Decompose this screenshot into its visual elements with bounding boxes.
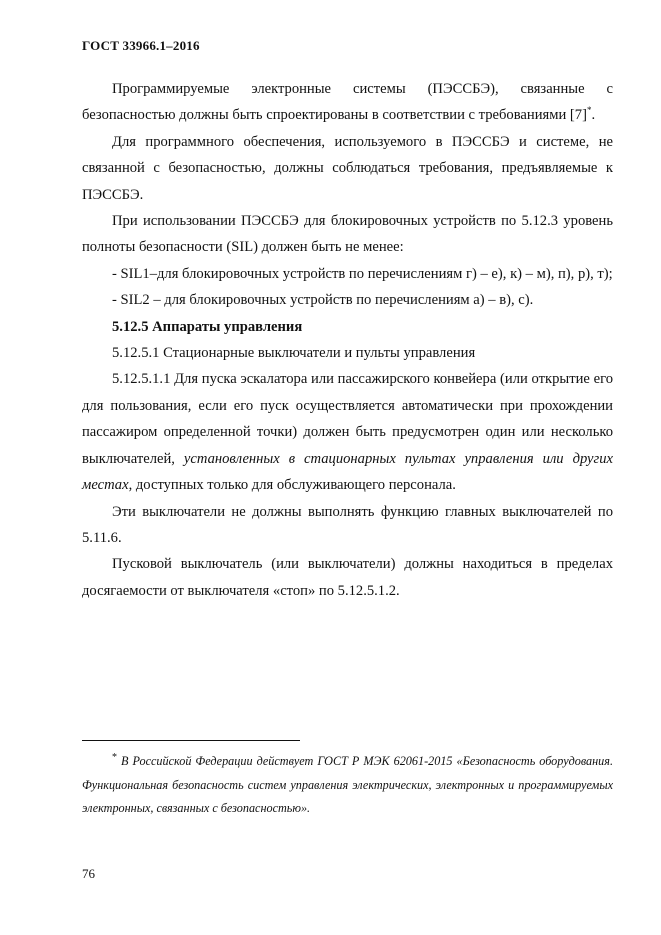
paragraph-pessbe-requirements bbox=[82, 76, 613, 129]
subsection-title: 5.12.5.1 Стационарные выключатели и пульты управления bbox=[112, 345, 476, 362]
paragraph-end: , доступных только для обслуживающего персонала. bbox=[128, 477, 456, 494]
page-number: 76 bbox=[82, 866, 95, 881]
footnote-reference[interactable]: * bbox=[586, 105, 592, 116]
paragraph-start-switch-reach: Пусковой выключатель (или выключатели) должны находиться в пределах досягаемости от выключателя «стоп» по 5.12.5.1.2. bbox=[82, 556, 613, 599]
paragraph-end: . bbox=[591, 107, 596, 124]
footnote-divider bbox=[82, 740, 300, 741]
paragraph-italic-text: установленных в стационарных пультах управления или других местах bbox=[82, 450, 613, 494]
paragraph-main-switches: Эти выключатели не должны выполнять функцию главных выключателей по 5.11.6. bbox=[82, 503, 613, 546]
list-item-sil1: - SIL1–для блокировочных устройств по перечислениям г) – е), к) – м), п), р), т); bbox=[112, 265, 613, 282]
paragraph-text: Программируемые электронные системы (ПЭССБЭ), связанные с безопасностью должны быть спроектированы в соответствии с требованиями [7] bbox=[82, 81, 613, 124]
footnote-text: В Российской Федерации действует ГОСТ Р МЭК 62061-2015 «Безопасность оборудования. Функциональная безопасность систем управления электрических, электронных и программируемых электронных, связанных с безопасностью». bbox=[82, 754, 613, 815]
running-header: ГОСТ 33966.1–2016 bbox=[82, 38, 200, 53]
main-text bbox=[82, 76, 613, 604]
paragraph-start-switch bbox=[82, 366, 613, 498]
paragraph-software: Для программного обеспечения, используемого в ПЭССБЭ и системе, не связанной с безопасностью, должны соблюдаться требования, предъявляемые к ПЭССБЭ. bbox=[82, 133, 613, 203]
paragraph-text: 5.12.5.1.1 Для пуска эскалатора или пассажирского конвейера (или открытие его для пользования, если его пуск осуществляется автоматически при прохождении пассажиром определенной точки) должен быть предусмотрен один или несколько выключателей, bbox=[82, 371, 613, 467]
footnote-mark: * bbox=[112, 751, 117, 763]
list-item-sil2: - SIL2 – для блокировочных устройств по перечислениям а) – в), с). bbox=[112, 292, 534, 309]
section-heading: 5.12.5 Аппараты управления bbox=[112, 318, 303, 335]
paragraph-sil-level: При использовании ПЭССБЭ для блокировочных устройств по 5.12.3 уровень полноты безопасности (SIL) должен быть не менее: bbox=[82, 213, 613, 256]
footnote bbox=[82, 750, 613, 821]
